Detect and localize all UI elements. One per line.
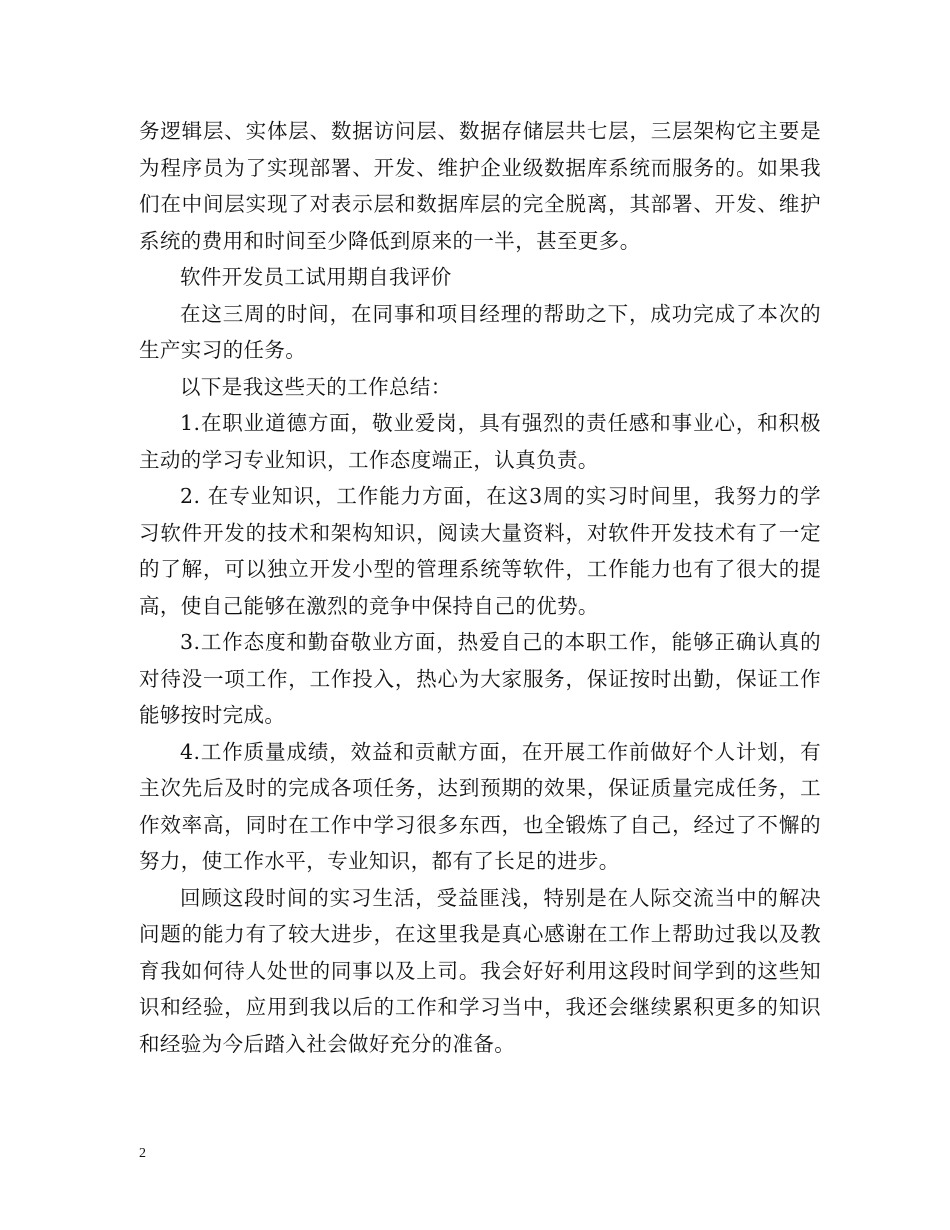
paragraph-item-1: 1.在职业道德方面，敬业爱岗，具有强烈的责任感和事业心，和积极主动的学习专业知识，工作态度端正，认真负责。 (139, 411, 821, 472)
section-heading: 软件开发员工试用期自我评价 (180, 265, 452, 289)
paragraph-intro: 在这三周的时间，在同事和项目经理的帮助之下，成功完成了本次的生产实习的任务。 (139, 301, 821, 362)
document-body (139, 113, 821, 1062)
paragraph-item-2: 2. 在专业知识，工作能力方面，在这3周的实习时间里，我努力的学习软件开发的技术和架构知识，阅读大量资料，对软件开发技术有了一定的了解，可以独立开发小型的管理系统等软件，工作能力也有了很大的提高，使自己能够在激烈的竞争中保持自己的优势。 (139, 484, 821, 618)
paragraph-item-4: 4.工作质量成绩，效益和贡献方面，在开展工作前做好个人计划，有主次先后及时的完成各项任务，达到预期的效果，保证质量完成任务，工作效率高，同时在工作中学习很多东西，也全锻炼了自己，经过了不懈的努力，使工作水平，专业知识，都有了长足的进步。 (139, 739, 821, 873)
paragraph-conclusion: 回顾这段时间的实习生活，受益匪浅，特别是在人际交流当中的解决问题的能力有了较大进步，在这里我是真心感谢在工作上帮助过我以及教育我如何待人处世的同事以及上司。我会好好利用这段时间学到的这些知识和经验，应用到我以后的工作和学习当中，我还会继续累积更多的知识和经验为今后踏入社会做好充分的准备。 (139, 885, 821, 1056)
paragraph-architecture-continued: 务逻辑层、实体层、数据访问层、数据存储层共七层，三层架构它主要是为程序员为了实现部署、开发、维护企业级数据库系统而服务的。如果我们在中间层实现了对表示层和数据库层的完全脱离，其部署、开发、维护系统的费用和时间至少降低到原来的一半，甚至更多。 (139, 119, 821, 253)
paragraph-item-3: 3.工作态度和勤奋敬业方面，热爱自己的本职工作，能够正确认真的对待没一项工作，工作投入，热心为大家服务，保证按时出勤，保证工作能够按时完成。 (139, 630, 821, 727)
page-number: 2 (139, 1146, 146, 1161)
paragraph-summary-lead: 以下是我这些天的工作总结： (180, 374, 452, 399)
